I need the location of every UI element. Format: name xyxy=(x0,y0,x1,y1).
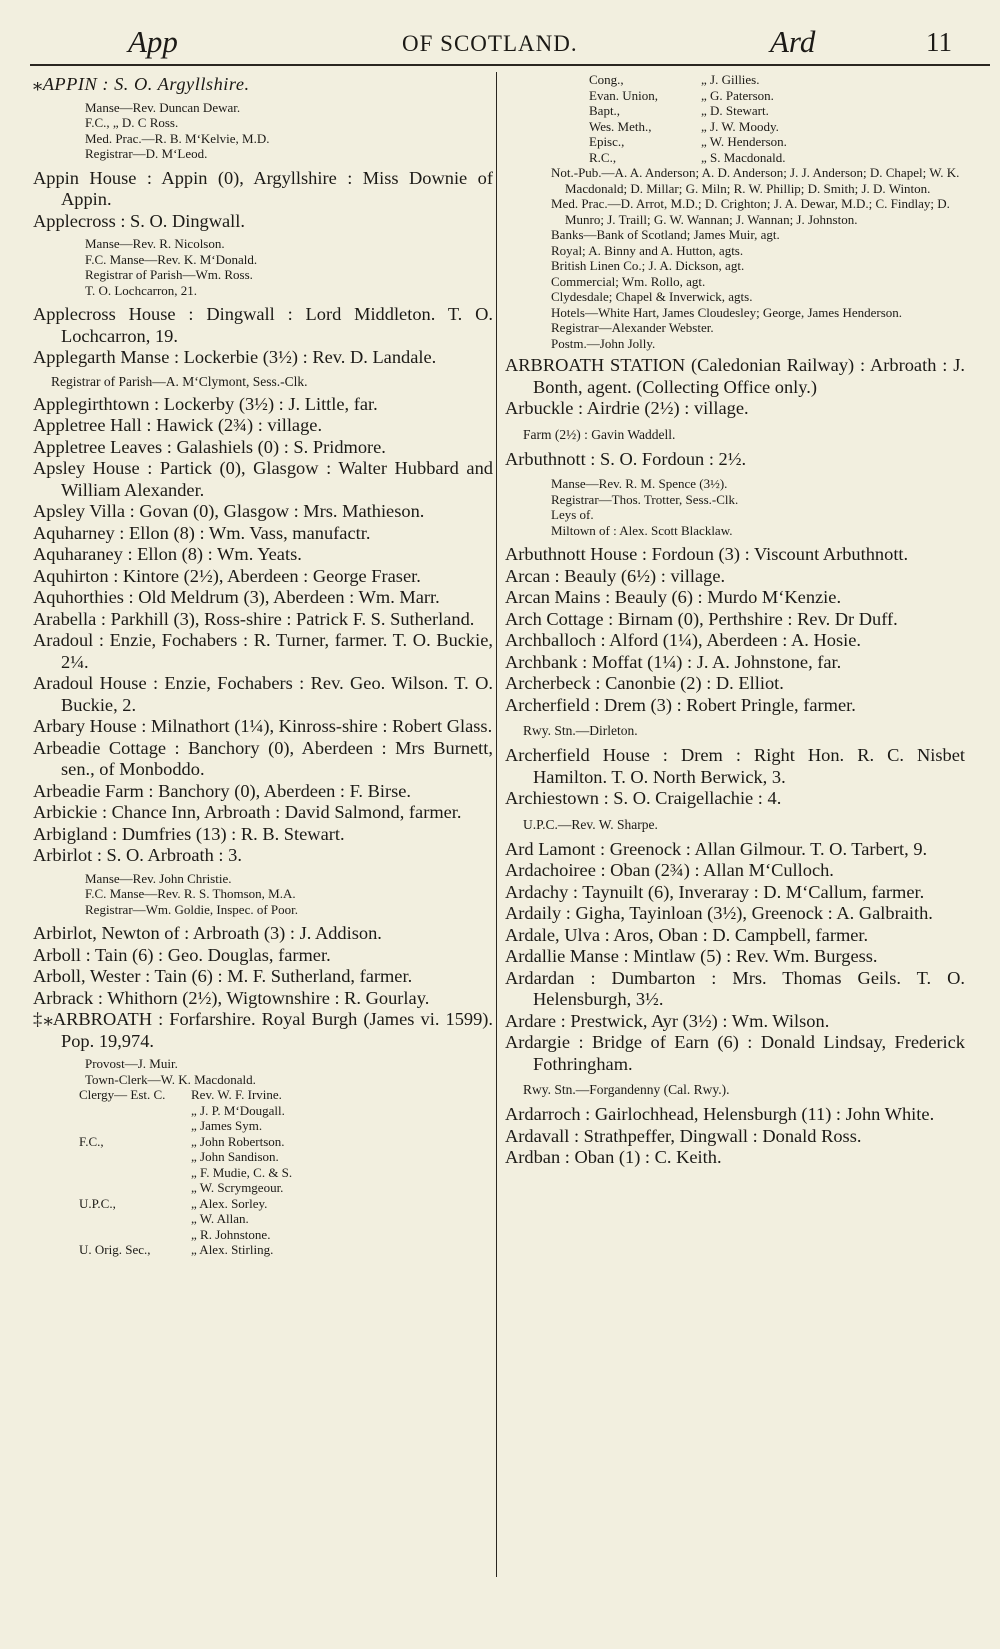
directory-entry: Ardale, Ulva : Aros, Oban : D. Campbell, farmer. xyxy=(505,924,869,945)
header-right: Ard xyxy=(770,24,816,59)
right-entries-block-2 xyxy=(505,745,965,810)
applegarth-registrar: Registrar of Parish—A. M‘Clymont, Sess.-Clk. xyxy=(51,373,308,389)
clergy-row-minister: „ R. Johnstone. xyxy=(191,1226,271,1242)
directory-entry: Arbirlot : S. O. Arbroath : 3. xyxy=(33,845,242,865)
detail-line: British Linen Co.; J. A. Dickson, agt. xyxy=(551,258,745,273)
clergy-row-denomination: U.P.C., xyxy=(79,1195,116,1211)
directory-entry: Ardallie Manse : Mintlaw (5) : Rev. Wm. Burgess. xyxy=(505,946,878,966)
clergy-row-denomination xyxy=(79,1118,191,1134)
clergy-row xyxy=(79,1227,292,1243)
clergy-row-minister: „ John Sandison. xyxy=(191,1149,279,1164)
directory-entry: Ardardan : Dumbarton : Mrs. Thomas Geils. T. O. Helensburgh, 3½. xyxy=(505,967,965,1009)
clergy-row-denomination xyxy=(79,1180,191,1196)
clergy-row-denomination: U. Orig. Sec., xyxy=(79,1242,151,1257)
clergy-row-minister: „ W. Allan. xyxy=(191,1211,249,1226)
running-header xyxy=(0,24,1000,64)
clergy-row-denomination xyxy=(79,1211,191,1227)
directory-entry: Archbank : Moffat (1¼) : J. A. Johnstone, far. xyxy=(505,651,842,672)
directory-entry: Aquharaney : Ellon (8) : Wm. Yeats. xyxy=(33,544,302,564)
right-entries-block-1 xyxy=(505,544,965,716)
arbroath-clergy-table xyxy=(79,1087,292,1258)
ardargie-station: Rwy. Stn.—Forgandenny (Cal. Rwy.). xyxy=(523,1082,730,1097)
directory-entry: Archballoch : Alford (1¼), Aberdeen : A. Hosie. xyxy=(505,630,861,650)
arbroath-professions xyxy=(505,165,965,351)
clergy-row-minister: „ G. Paterson. xyxy=(701,87,774,103)
entries-block-1 xyxy=(33,394,493,867)
detail-line: Registrar of Parish—Wm. Ross. xyxy=(85,267,253,282)
clergy-row-minister: „ D. Stewart. xyxy=(701,103,769,118)
arbuthnott-details xyxy=(505,476,965,538)
directory-entry: Arbigland : Dumfries (13) : R. B. Stewart. xyxy=(33,823,345,844)
clergy-row-denomination: Cong., xyxy=(589,72,624,87)
clergy-row xyxy=(79,1211,292,1227)
clergy-row-minister: „ Alex. Stirling. xyxy=(191,1242,274,1257)
entries-block-2 xyxy=(33,923,493,1052)
directory-entry: Arboll : Tain (6) : Geo. Douglas, farmer. xyxy=(33,944,331,965)
directory-entry: Arcan Mains : Beauly (6) : Murdo M‘Kenzie. xyxy=(505,587,842,607)
directory-entry: Archerbeck : Canonbie (2) : D. Elliot. xyxy=(505,673,784,693)
directory-entry: Archiestown : S. O. Craigellachie : 4. xyxy=(505,788,782,808)
detail-line: T. O. Lochcarron, 21. xyxy=(85,282,198,298)
detail-line: Manse—Rev. Duncan Dewar. xyxy=(85,99,241,115)
directory-entry: Ardachy : Taynuilt (6), Inveraray : D. M‘Callum, farmer. xyxy=(505,881,925,902)
clergy-row-minister: „ John Robertson. xyxy=(191,1133,285,1149)
detail-line: F.C. Manse—Rev. K. M‘Donald. xyxy=(85,251,258,267)
clergy-row-denomination: Wes. Meth., xyxy=(589,118,652,134)
clergy-row-denomination xyxy=(79,1103,191,1119)
arbirlot-details xyxy=(33,871,493,918)
clergy-row xyxy=(79,1118,292,1134)
directory-entry: Ard Lamont : Greenock : Allan Gilmour. T. O. Tarbert, 9. xyxy=(505,838,928,859)
directory-entry: Ardargie : Bridge of Earn (6) : Donald Lindsay, Frederick Fothringham. xyxy=(505,1032,965,1074)
arbroath-officials xyxy=(33,1056,493,1087)
clergy-row-denomination xyxy=(79,1165,191,1181)
header-left: App xyxy=(128,24,178,59)
directory-entry: Ardare : Prestwick, Ayr (3½) : Wm. Wilson. xyxy=(505,1010,830,1031)
clergy-row xyxy=(589,134,787,150)
column-divider xyxy=(496,72,497,1577)
directory-entry: Arcan : Beauly (6½) : village. xyxy=(505,565,726,586)
detail-line: Miltown of : Alex. Scott Blacklaw. xyxy=(551,522,733,538)
detail-line: Manse—Rev. R. Nicolson. xyxy=(85,236,225,251)
clergy-row-minister: „ F. Mudie, C. & S. xyxy=(191,1164,293,1180)
header-rule xyxy=(30,64,990,66)
clergy-row-minister: „ J. W. Moody. xyxy=(701,118,779,134)
clergy-row xyxy=(79,1103,292,1119)
entry-applecross-house: Applecross House : Dingwall : Lord Middleton. T. O. Lochcarron, 19. xyxy=(33,304,493,346)
directory-entry: Archerfield : Drem (3) : Robert Pringle, farmer. xyxy=(505,694,856,715)
header-center: OF SCOTLAND. xyxy=(402,31,578,56)
directory-entry: ‡⁎ARBROATH : Forfarshire. Royal Burgh (James vi. 1599). Pop. 19,974. xyxy=(33,1009,493,1051)
directory-entry: Arbeadie Cottage : Banchory (0), Aberdeen : Mrs Burnett, sen., of Monboddo. xyxy=(33,737,493,779)
clergy-row xyxy=(589,150,787,166)
detail-line: Town-Clerk—W. K. Macdonald. xyxy=(85,1071,256,1087)
clergy-row xyxy=(589,88,787,104)
clergy-row-denomination: F.C., xyxy=(79,1133,104,1149)
right-entries-block-3 xyxy=(505,839,965,1076)
clergy-row-minister: „ J. Gillies. xyxy=(701,72,760,87)
detail-line: F.C. Manse—Rev. R. S. Thomson, M.A. xyxy=(85,886,296,901)
detail-line: Med. Prac.—D. Arrot, M.D.; D. Crighton; J. A. Dewar, M.D.; C. Findlay; D. Munro; J. Traill; G. W. Wannan; J. Wannan; J. Johnston. xyxy=(551,196,950,227)
directory-entry: Ardarroch : Gairlochhead, Helensburgh (11) : John White. xyxy=(505,1104,935,1124)
directory-entry: Ardban : Oban (1) : C. Keith. xyxy=(505,1147,722,1167)
detail-line: Postm.—John Jolly. xyxy=(551,335,656,351)
clergy-row xyxy=(79,1180,292,1196)
directory-entry: Arboll, Wester : Tain (6) : M. F. Sutherland, farmer. xyxy=(33,966,413,986)
directory-entry: Appletree Hall : Hawick (2¾) : village. xyxy=(33,415,323,435)
directory-entry: Applegirthtown : Lockerby (3½) : J. Little, far. xyxy=(33,393,378,414)
right-column xyxy=(505,72,965,1169)
entry-applecross: Applecross : S. O. Dingwall. xyxy=(33,210,245,231)
clergy-row-denomination: Clergy— Est. C. xyxy=(79,1087,166,1102)
clergy-row-minister: „ Alex. Sorley. xyxy=(191,1195,268,1211)
directory-entry: Arch Cottage : Birnam (0), Perthshire : Rev. Dr Duff. xyxy=(505,608,898,629)
entry-arbroath-station: ARBROATH STATION (Caledonian Railway) : Arbroath : J. Bonth, agent. (Collecting Office only.) xyxy=(505,355,965,397)
directory-entry: Ardaily : Gigha, Tayinloan (3½), Greenock : A. Galbraith. xyxy=(505,903,933,923)
directory-entry: Aquhirton : Kintore (2½), Aberdeen : George Fraser. xyxy=(33,565,421,586)
detail-line: Registrar—Wm. Goldie, Inspec. of Poor. xyxy=(85,901,299,917)
directory-entry: Arbirlot, Newton of : Arbroath (3) : J. Addison. xyxy=(33,923,382,943)
directory-entry: Arbary House : Milnathort (1¼), Kinross-shire : Robert Glass. xyxy=(33,716,493,736)
clergy-row xyxy=(79,1087,292,1103)
clergy-row-minister: „ W. Henderson. xyxy=(701,134,787,149)
clergy-row xyxy=(589,119,787,135)
detail-line: Not.-Pub.—A. A. Anderson; A. D. Anderson; J. J. Anderson; D. Chapel; W. K. Macdonald; D. Millar; G. Miln; R. W. Phillip; D. Smith; J. D. Winton. xyxy=(551,165,960,196)
archiestown-upc: U.P.C.—Rev. W. Sharpe. xyxy=(523,816,658,832)
detail-line: Royal; A. Binny and A. Hutton, agts. xyxy=(551,242,744,258)
directory-entry: Aradoul House : Enzie, Fochabers : Rev. Geo. Wilson. T. O. Buckie, 2. xyxy=(33,673,493,715)
left-column xyxy=(33,72,493,1258)
clergy-row xyxy=(589,72,787,88)
entry-appin: ⁎APPIN : S. O. Argyllshire. xyxy=(33,74,250,94)
directory-entry: Archerfield House : Drem : Right Hon. R. C. Nisbet Hamilton. T. O. North Berwick, 3. xyxy=(505,745,965,787)
appin-details xyxy=(33,100,493,162)
detail-line: Med. Prac.—R. B. M‘Kelvie, M.D. xyxy=(85,130,270,146)
entry-applegarth-manse: Applegarth Manse : Lockerbie (3½) : Rev. D. Landale. xyxy=(33,347,437,367)
clergy-row-minister: „ James Sym. xyxy=(191,1118,263,1133)
directory-entry: Aquharney : Ellon (8) : Wm. Vass, manufactr. xyxy=(33,522,371,543)
detail-line: Manse—Rev. R. M. Spence (3½). xyxy=(551,476,728,491)
clergy-row xyxy=(79,1242,292,1258)
detail-line: Registrar—Thos. Trotter, Sess.-Clk. xyxy=(551,491,739,507)
detail-line: Provost—J. Muir. xyxy=(85,1056,178,1071)
detail-line: Hotels—White Hart, James Cloudesley; George, James Henderson. xyxy=(551,304,903,320)
entry-appin-house: Appin House : Appin (0), Argyllshire : Miss Downie of Appin. xyxy=(33,167,493,209)
entry-arbuckle: Arbuckle : Airdrie (2½) : village. xyxy=(505,398,749,418)
right-entries-block-4 xyxy=(505,1104,965,1169)
clergy-row-denomination: Episc., xyxy=(589,134,625,149)
directory-entry: Aquhorthies : Old Meldrum (3), Aberdeen : Wm. Marr. xyxy=(33,587,440,607)
directory-entry: Arabella : Parkhill (3), Ross-shire : Patrick F. S. Sutherland. xyxy=(33,608,475,629)
detail-line: F.C., „ D. C Ross. xyxy=(85,115,179,130)
arbroath-clergy-continued xyxy=(589,72,787,165)
directory-entry: Arbuthnott House : Fordoun (3) : Viscount Arbuthnott. xyxy=(505,544,909,564)
clergy-row-minister: „ W. Scrymgeour. xyxy=(191,1180,284,1195)
directory-entry: Aradoul : Enzie, Fochabers : R. Turner, farmer. T. O. Buckie, 2¼. xyxy=(33,630,493,672)
detail-line: Commercial; Wm. Rollo, agt. xyxy=(551,273,706,289)
directory-entry: Appletree Leaves : Galashiels (0) : S. Pridmore. xyxy=(33,436,386,457)
clergy-row xyxy=(79,1134,292,1150)
clergy-row-denomination: Evan. Union, xyxy=(589,87,658,103)
directory-entry: Ardachoiree : Oban (2¾) : Allan M‘Culloch. xyxy=(505,860,834,880)
entry-arbuthnott: Arbuthnott : S. O. Fordoun : 2½. xyxy=(505,448,747,469)
detail-line: Clydesdale; Chapel & Inverwick, agts. xyxy=(551,289,753,304)
detail-line: Banks—Bank of Scotland; James Muir, agt. xyxy=(551,227,780,242)
directory-entry: Apsley House : Partick (0), Glasgow : Walter Hubbard and William Alexander. xyxy=(33,458,493,500)
clergy-row xyxy=(79,1165,292,1181)
directory-entry: Arbeadie Farm : Banchory (0), Aberdeen : F. Birse. xyxy=(33,780,411,801)
clergy-row xyxy=(79,1149,292,1165)
clergy-row-denomination: Bapt., xyxy=(589,103,621,118)
clergy-row xyxy=(589,103,787,119)
clergy-row-denomination xyxy=(79,1149,191,1165)
directory-entry: Arbrack : Whithorn (2½), Wigtownshire : R. Gourlay. xyxy=(33,987,430,1008)
applecross-details xyxy=(33,236,493,298)
detail-line: Manse—Rev. John Christie. xyxy=(85,870,232,886)
clergy-row-denomination: R.C., xyxy=(589,149,617,165)
clergy-row-minister: „ S. Macdonald. xyxy=(701,149,786,165)
clergy-row xyxy=(79,1196,292,1212)
clergy-row-minister: Rev. W. F. Irvine. xyxy=(191,1087,282,1102)
detail-line: Leys of. xyxy=(551,507,594,522)
arbuckle-farm: Farm (2½) : Gavin Waddell. xyxy=(523,426,676,442)
directory-entry: Apsley Villa : Govan (0), Glasgow : Mrs. Mathieson. xyxy=(33,501,425,521)
clergy-row-denomination xyxy=(79,1227,191,1243)
archerfield-station: Rwy. Stn.—Dirleton. xyxy=(523,723,638,738)
detail-line: Registrar—Alexander Webster. xyxy=(551,320,714,335)
clergy-row-minister: „ J. P. M‘Dougall. xyxy=(191,1102,285,1118)
directory-entry: Arbickie : Chance Inn, Arbroath : David Salmond, farmer. xyxy=(33,802,462,822)
page-number: 11 xyxy=(926,27,952,57)
detail-line: Registrar—D. M‘Leod. xyxy=(85,146,208,161)
directory-entry: Ardavall : Strathpeffer, Dingwall : Donald Ross. xyxy=(505,1125,862,1146)
